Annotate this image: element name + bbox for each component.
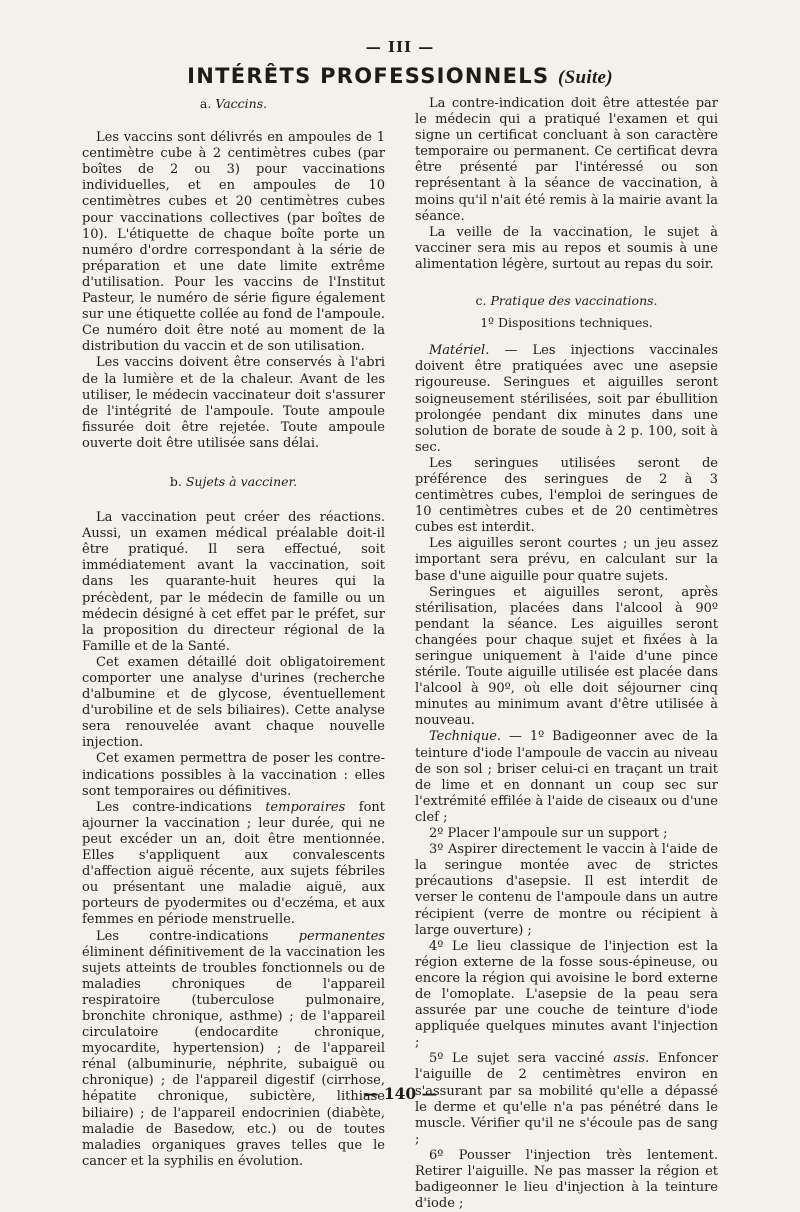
paragraph: 3º Aspirer directement le vaccin à l'aide de la seringue montée avec de strictes précautions d'asepsie. Il est interdit de verser le contenu de l'ampoule dans un autre récipient (verre de montre ou récipient à large ouverture) ; bbox=[415, 842, 718, 938]
title-suffix: (Suite) bbox=[558, 67, 613, 88]
paragraph: Cet examen permettra de poser les contre-indications possibles à la vaccination : elles sont temporaires ou définitives. bbox=[82, 751, 385, 799]
paragraph: La contre-indication doit être attestée par le médecin qui a pratiqué l'examen et qui signe un certificat concluant à son caractère temporaire ou permanent. Ce certificat devra être présenté par l'intéressé ou son représentant à la séance de vaccination, à moins qu'il n'ait été remis à la mairie avant la séance. bbox=[415, 96, 718, 224]
section-c-heading: c. Pratique des vaccinations. bbox=[475, 293, 658, 309]
subsection-heading: 1º Dispositions techniques. bbox=[480, 315, 653, 331]
paragraph: Les seringues utilisées seront de préférence des seringues de 2 à 3 centimètres cubes, l'emploi de seringues de 10 centimètres cubes et de 20 centimètres cubes est interdit. bbox=[415, 455, 718, 536]
page-number: — 140 — bbox=[362, 1084, 438, 1103]
paragraph: Cet examen détaillé doit obligatoirement comporter une analyse d'urines (recherche d'albumine et de glycose, éventuellement d'urobiline et de sels biliaires). Cette analyse sera renouvelée avant chaque nouvelle injection. bbox=[82, 654, 385, 751]
page-header-roman: — III — bbox=[365, 38, 435, 56]
paragraph: 2º Placer l'ampoule sur un support ; bbox=[429, 826, 668, 842]
paragraph: La vaccination peut créer des réactions. Aussi, un examen médical préalable doit-il être pratiqué. Il sera effectué, soit immédiatement avant la vaccination, soit dans les quarante-huit heures qui la précèdent, par le médecin de famille ou un médecin désigné à cet effet par le préfet, sur la proposition du directeur régional de la Famille et de la Santé. bbox=[82, 510, 385, 654]
page-title bbox=[0, 64, 800, 89]
paragraph: Les contre-indications permanentes éliminent définitivement de la vaccination les sujets atteints de troubles fonctionnels ou de maladies chroniques de l'appareil respiratoire (tuberculose pulmonaire, bronchite chronique, asthme) ; de l'appareil circulatoire (endocardite chronique, myocardite, hypertension) ; de l'appareil rénal (albuminurie, néphrite, subaiguë ou chronique) ; de l'appareil digestif (cirrhose, hépatite chronique, subictère, lithiase biliaire) ; de l'appareil endocrinien (diabète, maladie de Basedow, etc.) ou de toutes maladies organiques graves telles que le cancer et la syphilis en évolution. bbox=[82, 928, 385, 1169]
paragraph: Matériel. — Les injections vaccinales doivent être pratiquées avec une asepsie rigoureuse. Seringues et aiguilles seront soigneusement stérilisées, soit par ébullition prolongée pendant dix minutes dans une solution de borate de soude à 2 p. 100, soit à sec. bbox=[415, 343, 718, 455]
title-text: INTÉRÊTS PROFESSIONNELS bbox=[187, 64, 550, 88]
paragraph: Les contre-indications temporaires font ajourner la vaccination ; leur durée, qui ne peut excéder un an, doit être mentionnée. Elles s'appliquent aux convalescents d'affection aiguë récente, aux sujets fébriles ou présentant une maladie aiguë, aux porteurs de pyodermites ou d'eczéma, et aux femmes en période menstruelle. bbox=[82, 799, 386, 928]
section-a-heading: a. Vaccins. bbox=[199, 96, 268, 111]
paragraph: Les vaccins doivent être conservés à l'abri de la lumière et de la chaleur. Avant de les utiliser, le médecin vaccinateur doit s'assurer de l'intégrité de l'ampoule. Toute ampoule fissurée doit être rejetée. Toute ampoule ouverte doit être utilisée sans délai. bbox=[82, 355, 385, 451]
left-column bbox=[82, 96, 385, 1170]
paragraph: 4º Le lieu classique de l'injection est la région externe de la fosse sous-épineuse, ou encore la région qui avoisine le bord externe de l'omoplate. L'asepsie de la peau sera assurée par une couche de teinture d'iode appliquée quelques minutes avant l'injection ; bbox=[415, 938, 718, 1051]
paragraph: Seringues et aiguilles seront, après stérilisation, placées dans l'alcool à 90º pendant la séance. Les aiguilles seront changées pour chaque sujet et fixées à la seringue uniquement à l'aide d'une pince stérile. Toute aiguille utilisée est placée dans l'alcool à 90º, où elle doit séjourner cinq minutes au minimum avant d'être utilisée à nouveau. bbox=[415, 584, 718, 729]
right-column bbox=[415, 96, 718, 1212]
section-b-heading: b. Sujets à vacciner. bbox=[169, 473, 298, 489]
paragraph: La veille de la vaccination, le sujet à vacciner sera mis au repos et soumis à une alimentation légère, surtout au repas du soir. bbox=[415, 224, 718, 272]
paragraph: 5º Le sujet sera vacciné assis. Enfoncer l'aiguille de 2 centimètres environ en s'assurant par sa mobilité qu'elle a dépassé le derme et qu'elle n'a pas pénétré dans le muscle. Vérifier qu'il ne s'écoule pas de sang ; bbox=[415, 1051, 718, 1147]
paragraph: Les aiguilles seront courtes ; un jeu assez important sera prévu, en calculant sur la base d'une aiguille pour quatre sujets. bbox=[415, 536, 718, 584]
paragraph: Les vaccins sont délivrés en ampoules de 1 centimètre cube à 2 centimètres cubes (par boîtes de 2 ou 3) pour vaccinations individuelles, et en ampoules de 10 centimètres cubes et 20 centimètres cubes pour vaccinations collectives (par boîtes de 10). L'étiquette de chaque boîte porte un numéro d'ordre correspondant à la série de préparation et une date limite extrême d'utilisation. Pour les vaccins de l'Institut Pasteur, le numéro de série figure également sur une étiquette collée au fond de l'ampoule. Ce numéro doit être noté au moment de la distribution du vaccin et de son utilisation. bbox=[82, 130, 385, 355]
paragraph: Technique. — 1º Badigeonner avec de la teinture d'iode l'ampoule de vaccin au niveau de son sol ; briser celui-ci en traçant un trait de lime et en donnant un coup sec sur l'extrémité effilée à l'aide de ciseaux ou d'une clef ; bbox=[415, 729, 718, 825]
paragraph: 6º Pousser l'injection très lentement. Retirer l'aiguille. Ne pas masser la région et badigeonner le lieu d'injection à la teinture d'iode ; bbox=[415, 1147, 718, 1212]
